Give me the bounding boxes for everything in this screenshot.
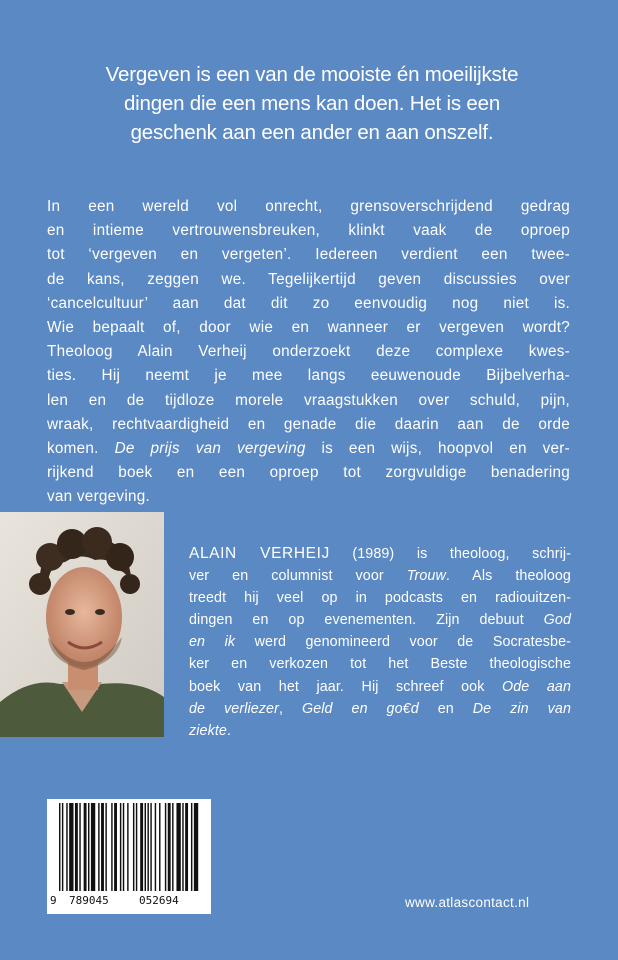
barcode-bar <box>176 803 180 891</box>
author-photo <box>0 512 164 737</box>
barcode-bar <box>191 803 192 891</box>
blurb-line: en intieme vertrouwensbreuken, klinkt vaak de oproep <box>47 222 570 240</box>
newspaper-title: Trouw <box>406 568 446 585</box>
author-bio-text: werd genomineerd voor de Socratesbe- <box>235 634 571 651</box>
blurb-line: van vergeving. <box>47 488 150 506</box>
author-bio-text: , <box>278 700 302 717</box>
author-bio-line <box>189 676 571 698</box>
barcode-digits-left: 789045 <box>69 894 109 907</box>
barcode-bar <box>136 803 137 891</box>
tagline-line: Vergeven is een van de mooiste én moeilijkste <box>105 63 519 86</box>
publisher-url: www.atlascontact.nl <box>405 895 530 910</box>
blurb-line: In een wereld vol onrecht, grensoverschrijdend gedrag <box>47 198 570 215</box>
author-bio-line <box>189 543 571 565</box>
barcode-bar <box>123 803 124 891</box>
barcode-bar <box>185 803 188 891</box>
barcode-digits-right: 052694 <box>139 894 179 907</box>
blurb-line: rijkend boek en een oproep tot zorgvuldige benadering <box>47 464 570 482</box>
barcode-bar <box>172 803 173 891</box>
author-bio-text: . Als theoloog <box>445 568 571 585</box>
blurb-line: tot ‘vergeven en vergeten’. Iedereen verdient een twee- <box>47 246 570 264</box>
barcode-bar <box>75 803 78 891</box>
author-bio <box>189 543 571 742</box>
author-bio-line <box>189 565 571 587</box>
barcode-bar <box>66 803 67 891</box>
barcode-bar <box>182 803 183 891</box>
barcode-bar <box>98 803 99 891</box>
barcode-bar <box>194 803 198 891</box>
blurb-line: Wie bepaalt of, door wie en wanneer er vergeven wordt? <box>47 319 570 337</box>
barcode-bars <box>47 803 211 901</box>
author-portrait-image <box>0 512 164 737</box>
blurb-line <box>47 437 570 461</box>
author-bio-line <box>189 720 571 742</box>
author-bio-text: boek van het jaar. Hij schreef ook <box>189 678 502 695</box>
author-bio-line: treedt hij veel op in podcasts en radiouitzen- <box>189 590 571 607</box>
barcode-bar <box>155 803 156 891</box>
blurb-text: is een wijs, hoopvol en ver- <box>305 440 570 458</box>
barcode-bar <box>150 803 151 891</box>
author-bio-text: (1989) is theoloog, schrij- <box>329 546 571 562</box>
author-bio-line <box>189 698 571 720</box>
barcode-bar <box>59 803 60 891</box>
barcode-bar <box>120 803 121 891</box>
author-bio-text: dingen en op evenementen. Zijn debuut <box>189 612 544 629</box>
book-title: Geld en go€d <box>301 700 419 717</box>
author-bio-line <box>189 631 571 653</box>
blurb-line: wraak, rechtvaardigheid en genade die daarin aan de orde <box>47 415 570 433</box>
barcode-bar <box>105 803 106 891</box>
author-bio-text: en <box>418 700 473 717</box>
barcode-bar <box>79 803 80 891</box>
blurb-text: komen. <box>47 440 115 458</box>
barcode-digit-first: 9 <box>50 894 57 907</box>
blurb-line: ‘cancelcultuur’ aan dat dit zo eenvoudig nog niet is. <box>47 294 570 312</box>
barcode-bar <box>101 803 104 891</box>
barcode-digits <box>47 894 211 908</box>
book-title: God <box>543 612 571 629</box>
barcode-bar <box>159 803 160 891</box>
book-title: De prijs van vergeving <box>114 440 306 458</box>
barcode-bar <box>127 803 128 891</box>
tagline-line: geschenk aan een ander en aan onszelf. <box>130 121 494 144</box>
tagline <box>62 60 562 147</box>
blurb-line: len en de tijdloze morele vraagstukken over schuld, pijn, <box>47 391 570 409</box>
book-title: ziekte <box>189 722 227 739</box>
book-title: De zin van <box>472 700 571 717</box>
author-name: ALAIN VERHEIJ <box>189 545 330 562</box>
blurb-line: ties. Hij neemt je mee langs eeuwenoude Bijbelverha- <box>47 367 570 385</box>
barcode-bar <box>62 803 63 891</box>
book-title: en ik <box>189 634 236 651</box>
book-title: Ode aan <box>502 678 571 695</box>
book-title: de verliezer <box>189 700 279 717</box>
author-bio-text: . <box>226 722 232 739</box>
barcode-bar <box>84 803 87 891</box>
barcode-bar <box>91 803 95 891</box>
blurb-line: de kans, zeggen we. Tegelijkertijd geven discussies over <box>47 270 570 288</box>
tagline-line: dingen die een mens kan doen. Het is een <box>123 92 501 115</box>
barcode-bar <box>145 803 146 891</box>
barcode-bar <box>133 803 134 891</box>
barcode-bar <box>140 803 143 891</box>
barcode-bar <box>147 803 148 891</box>
blurb-paragraph <box>47 195 570 510</box>
barcode-bar <box>88 803 89 891</box>
barcode-bar <box>168 803 171 891</box>
author-bio-line <box>189 609 571 631</box>
barcode-bar <box>69 803 73 891</box>
barcode-bar <box>165 803 166 891</box>
author-bio-text: ver en columnist voor <box>189 568 407 585</box>
barcode-bar <box>114 803 117 891</box>
barcode-bar <box>111 803 112 891</box>
blurb-line: Theoloog Alain Verheij onderzoekt deze complexe kwes- <box>47 343 570 361</box>
author-bio-line: ker en verkozen tot het Beste theologische <box>189 656 571 673</box>
isbn-barcode <box>47 799 211 914</box>
